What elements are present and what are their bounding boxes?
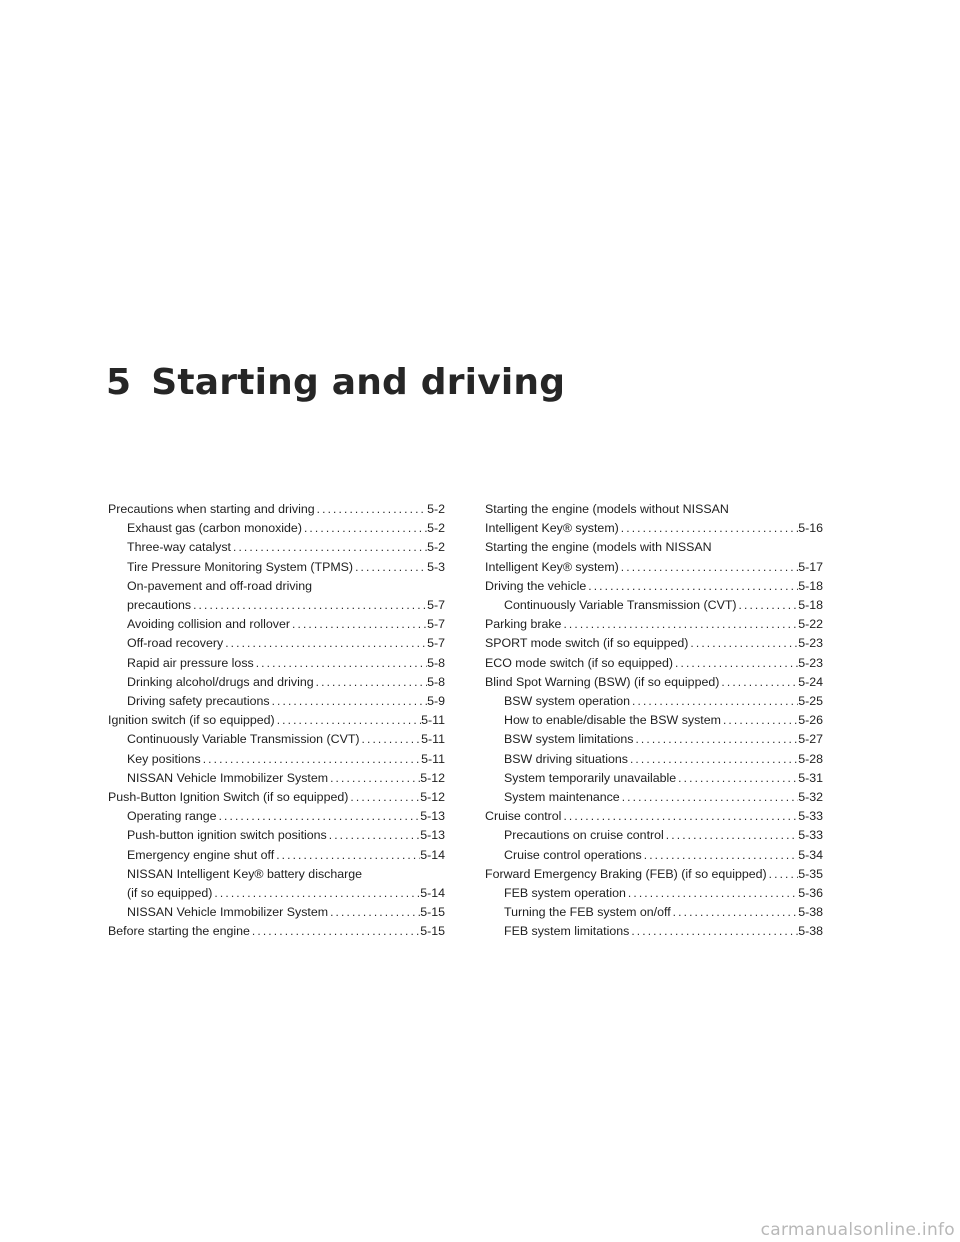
dot-leader bbox=[676, 769, 798, 788]
toc-entry-title: NISSAN Vehicle Immobilizer System bbox=[127, 770, 329, 785]
toc-entry[interactable] bbox=[485, 558, 823, 577]
toc-entry-title: Operating range bbox=[127, 809, 217, 824]
toc-entry-title: Driving safety precautions bbox=[127, 694, 270, 709]
toc-page-number: 5-13 bbox=[420, 828, 445, 843]
toc-entry-title: Continuously Variable Transmission (CVT) bbox=[504, 598, 737, 613]
dot-leader bbox=[628, 750, 798, 769]
toc-entry-title: precautions bbox=[127, 598, 192, 613]
dot-leader bbox=[315, 500, 427, 519]
chapter-number: 5 bbox=[106, 362, 132, 403]
toc-entry[interactable] bbox=[108, 846, 445, 865]
toc-entry[interactable] bbox=[108, 692, 445, 711]
watermark-text: carmanualsonline.info bbox=[760, 1220, 955, 1240]
dot-leader bbox=[250, 922, 420, 941]
toc-entry[interactable] bbox=[485, 922, 823, 941]
toc-entry-title: Exhaust gas (carbon monoxide) bbox=[127, 521, 302, 536]
dot-leader bbox=[626, 884, 798, 903]
toc-page-number: 5-18 bbox=[798, 578, 823, 593]
toc-page-number: 5-16 bbox=[798, 521, 823, 536]
toc-entry-title: Continuously Variable Transmission (CVT) bbox=[127, 732, 360, 747]
toc-page-number: 5-26 bbox=[798, 713, 823, 728]
toc-entry-line: NISSAN Intelligent Key® battery discharge bbox=[127, 866, 363, 881]
dot-leader bbox=[586, 577, 798, 596]
toc-page-number: 5-38 bbox=[798, 924, 823, 939]
toc-page-number: 5-24 bbox=[798, 674, 823, 689]
toc-entry-line: Starting the engine (models with NISSAN bbox=[485, 540, 712, 555]
dot-leader bbox=[191, 596, 427, 615]
toc-entry-title: Before starting the engine bbox=[108, 924, 250, 939]
toc-entry-title: Ignition switch (if so equipped) bbox=[108, 713, 275, 728]
toc-left-column bbox=[108, 500, 445, 942]
toc-entry[interactable] bbox=[108, 558, 445, 577]
toc-entry-title: ECO mode switch (if so equipped) bbox=[485, 655, 674, 670]
toc-entry-title: Rapid air pressure loss bbox=[127, 655, 254, 670]
toc-page-number: 5-2 bbox=[427, 502, 445, 516]
dot-leader bbox=[231, 538, 427, 557]
toc-entry[interactable] bbox=[108, 615, 445, 634]
toc-entry[interactable] bbox=[108, 769, 445, 788]
dot-leader bbox=[664, 826, 798, 845]
dot-leader bbox=[629, 922, 798, 941]
toc-page-number: 5-12 bbox=[420, 770, 445, 785]
toc-entry-title: Intelligent Key® system) bbox=[485, 559, 619, 574]
toc-page-number: 5-36 bbox=[798, 886, 823, 901]
dot-leader bbox=[348, 788, 420, 807]
dot-leader bbox=[274, 846, 420, 865]
toc-entry-title: (if so equipped) bbox=[127, 886, 213, 901]
toc-page-number: 5-2 bbox=[427, 521, 445, 536]
toc-entry[interactable] bbox=[108, 673, 445, 692]
toc-page-number: 5-28 bbox=[798, 751, 823, 766]
toc-entry-line: Starting the engine (models without NISSAN bbox=[485, 502, 729, 516]
toc-entry-title: Drinking alcohol/drugs and driving bbox=[127, 674, 314, 689]
toc-entry-line: On-pavement and off-road driving bbox=[127, 578, 313, 593]
dot-leader bbox=[327, 826, 420, 845]
dot-leader bbox=[671, 903, 799, 922]
toc-entry[interactable] bbox=[485, 730, 823, 749]
toc-entry-title: Precautions when starting and driving bbox=[108, 502, 315, 516]
toc-entry[interactable] bbox=[108, 788, 445, 807]
toc-page-number: 5-9 bbox=[427, 694, 445, 709]
dot-leader bbox=[212, 884, 420, 903]
chapter-title-text: Starting and driving bbox=[151, 362, 566, 403]
toc-entry[interactable] bbox=[108, 538, 445, 557]
toc-entry[interactable] bbox=[485, 903, 823, 922]
toc-entry-title: NISSAN Vehicle Immobilizer System bbox=[127, 905, 329, 920]
toc-page-number: 5-23 bbox=[798, 655, 823, 670]
toc-entry-title: Parking brake bbox=[485, 617, 562, 632]
toc-entry[interactable] bbox=[108, 634, 445, 653]
dot-leader bbox=[619, 519, 798, 538]
dot-leader bbox=[737, 596, 799, 615]
toc-page-number: 5-11 bbox=[421, 751, 445, 766]
toc-entry[interactable] bbox=[108, 519, 445, 538]
dot-leader bbox=[270, 692, 428, 711]
dot-leader bbox=[620, 788, 798, 807]
toc-entry[interactable] bbox=[485, 826, 823, 845]
toc-entry-title: Forward Emergency Braking (FEB) (if so equipped) bbox=[485, 866, 767, 881]
dot-leader bbox=[223, 634, 427, 653]
toc-entry-title: Driving the vehicle bbox=[485, 578, 587, 593]
toc-page-number: 5-25 bbox=[798, 694, 823, 709]
dot-leader bbox=[719, 673, 798, 692]
toc-entry[interactable] bbox=[485, 692, 823, 711]
toc-entry-title: BSW driving situations bbox=[504, 751, 628, 766]
toc-entry[interactable] bbox=[485, 634, 823, 653]
toc-right-column bbox=[485, 500, 823, 942]
toc-page-number: 5-15 bbox=[420, 905, 445, 920]
dot-leader bbox=[275, 711, 421, 730]
toc-entry-title: Blind Spot Warning (BSW) (if so equipped) bbox=[485, 674, 720, 689]
dot-leader bbox=[633, 730, 798, 749]
toc-page-number: 5-3 bbox=[427, 559, 445, 574]
toc-entry[interactable] bbox=[108, 750, 445, 769]
toc-page-number: 5-17 bbox=[798, 559, 823, 574]
toc-entry[interactable] bbox=[108, 922, 445, 941]
toc-entry-title: How to enable/disable the BSW system bbox=[504, 713, 721, 728]
toc-entry[interactable] bbox=[485, 577, 823, 596]
toc-entry[interactable] bbox=[108, 711, 445, 730]
toc-entry[interactable] bbox=[108, 807, 445, 826]
dot-leader bbox=[254, 654, 427, 673]
toc-entry-title: Tire Pressure Monitoring System (TPMS) bbox=[127, 559, 354, 574]
toc-entry-title: BSW system limitations bbox=[504, 732, 634, 747]
dot-leader bbox=[302, 519, 427, 538]
dot-leader bbox=[688, 634, 798, 653]
dot-leader bbox=[290, 615, 427, 634]
toc-page-number: 5-35 bbox=[798, 866, 823, 881]
dot-leader bbox=[328, 769, 420, 788]
toc-entry-title: SPORT mode switch (if so equipped) bbox=[485, 636, 689, 651]
toc-entry[interactable] bbox=[108, 500, 445, 519]
toc-entry-title: FEB system operation bbox=[504, 886, 626, 901]
toc-entry[interactable] bbox=[485, 788, 823, 807]
toc-page-number: 5-7 bbox=[427, 636, 445, 651]
toc-entry-title: BSW system operation bbox=[504, 694, 631, 709]
dot-leader bbox=[314, 673, 427, 692]
toc-page-number: 5-38 bbox=[798, 905, 823, 920]
toc-page-number: 5-15 bbox=[420, 924, 445, 939]
toc-entry[interactable] bbox=[485, 846, 823, 865]
toc-entry-title: System temporarily unavailable bbox=[504, 770, 677, 785]
toc-entry[interactable] bbox=[485, 750, 823, 769]
toc-entry[interactable] bbox=[108, 826, 445, 845]
toc-page-number: 5-27 bbox=[798, 732, 823, 747]
toc-page-number: 5-34 bbox=[798, 847, 823, 862]
toc-page-number: 5-14 bbox=[420, 847, 445, 862]
toc-entry-title: FEB system limitations bbox=[504, 924, 630, 939]
toc-entry-title: Emergency engine shut off bbox=[127, 847, 275, 862]
toc-entry[interactable] bbox=[485, 807, 823, 826]
toc-entry-title: Intelligent Key® system) bbox=[485, 521, 619, 536]
dot-leader bbox=[630, 692, 798, 711]
toc-page-number: 5-33 bbox=[798, 809, 823, 824]
dot-leader bbox=[619, 558, 798, 577]
toc-page-number: 5-11 bbox=[421, 732, 445, 747]
toc-page-number: 5-32 bbox=[798, 790, 823, 805]
toc-page-number: 5-22 bbox=[798, 617, 823, 632]
dot-leader bbox=[673, 654, 798, 673]
toc-page-number: 5-14 bbox=[420, 886, 445, 901]
toc-entry-title: Off-road recovery bbox=[127, 636, 224, 651]
toc-entry-title: Three-way catalyst bbox=[127, 540, 231, 555]
toc-entry-title: Cruise control operations bbox=[504, 847, 642, 862]
dot-leader bbox=[360, 730, 422, 749]
toc-entry[interactable] bbox=[108, 596, 445, 615]
toc-entry[interactable] bbox=[485, 711, 823, 730]
dot-leader bbox=[217, 807, 421, 826]
toc-page-number: 5-7 bbox=[427, 598, 445, 613]
toc-entry[interactable] bbox=[485, 673, 823, 692]
toc-entry[interactable] bbox=[108, 903, 445, 922]
toc-entry[interactable] bbox=[485, 884, 823, 903]
toc-entry[interactable] bbox=[108, 884, 445, 903]
dot-leader bbox=[328, 903, 420, 922]
toc-entry[interactable] bbox=[485, 519, 823, 538]
toc-entry-title: Precautions on cruise control bbox=[504, 828, 664, 843]
toc-entry-title: Push-Button Ignition Switch (if so equipped) bbox=[108, 790, 349, 805]
dot-leader bbox=[767, 865, 799, 884]
toc-entry[interactable] bbox=[485, 615, 823, 634]
dot-leader bbox=[201, 750, 421, 769]
toc-entry-title: System maintenance bbox=[504, 790, 620, 805]
toc-page-number: 5-8 bbox=[427, 674, 445, 689]
dot-leader bbox=[353, 558, 427, 577]
toc-page-number: 5-8 bbox=[427, 655, 445, 670]
dot-leader bbox=[721, 711, 798, 730]
toc-page-number: 5-33 bbox=[798, 828, 823, 843]
toc-page-number: 5-7 bbox=[427, 617, 445, 632]
toc-page-number: 5-23 bbox=[798, 636, 823, 651]
toc-entry-title: Key positions bbox=[127, 751, 201, 766]
toc-page-number: 5-18 bbox=[798, 598, 823, 613]
toc-entry-title: Push-button ignition switch positions bbox=[127, 828, 327, 843]
toc-entry[interactable] bbox=[485, 865, 823, 884]
toc-page-number: 5-13 bbox=[420, 809, 445, 824]
toc-entry-title: Avoiding collision and rollover bbox=[127, 617, 291, 632]
toc-entry-title: Cruise control bbox=[485, 809, 562, 824]
dot-leader bbox=[561, 807, 798, 826]
toc-page-number: 5-2 bbox=[427, 540, 445, 555]
toc-page-number: 5-11 bbox=[421, 713, 445, 728]
dot-leader bbox=[561, 615, 798, 634]
toc-entry[interactable] bbox=[485, 769, 823, 788]
chapter-title bbox=[106, 362, 565, 403]
toc-entry[interactable] bbox=[108, 730, 445, 749]
toc-entry[interactable] bbox=[108, 654, 445, 673]
toc-page-number: 5-31 bbox=[798, 770, 823, 785]
dot-leader bbox=[642, 846, 798, 865]
toc-entry[interactable] bbox=[485, 654, 823, 673]
toc-page-number: 5-12 bbox=[420, 790, 445, 805]
toc-entry-title: Turning the FEB system on/off bbox=[504, 905, 671, 920]
toc-entry[interactable] bbox=[485, 596, 823, 615]
